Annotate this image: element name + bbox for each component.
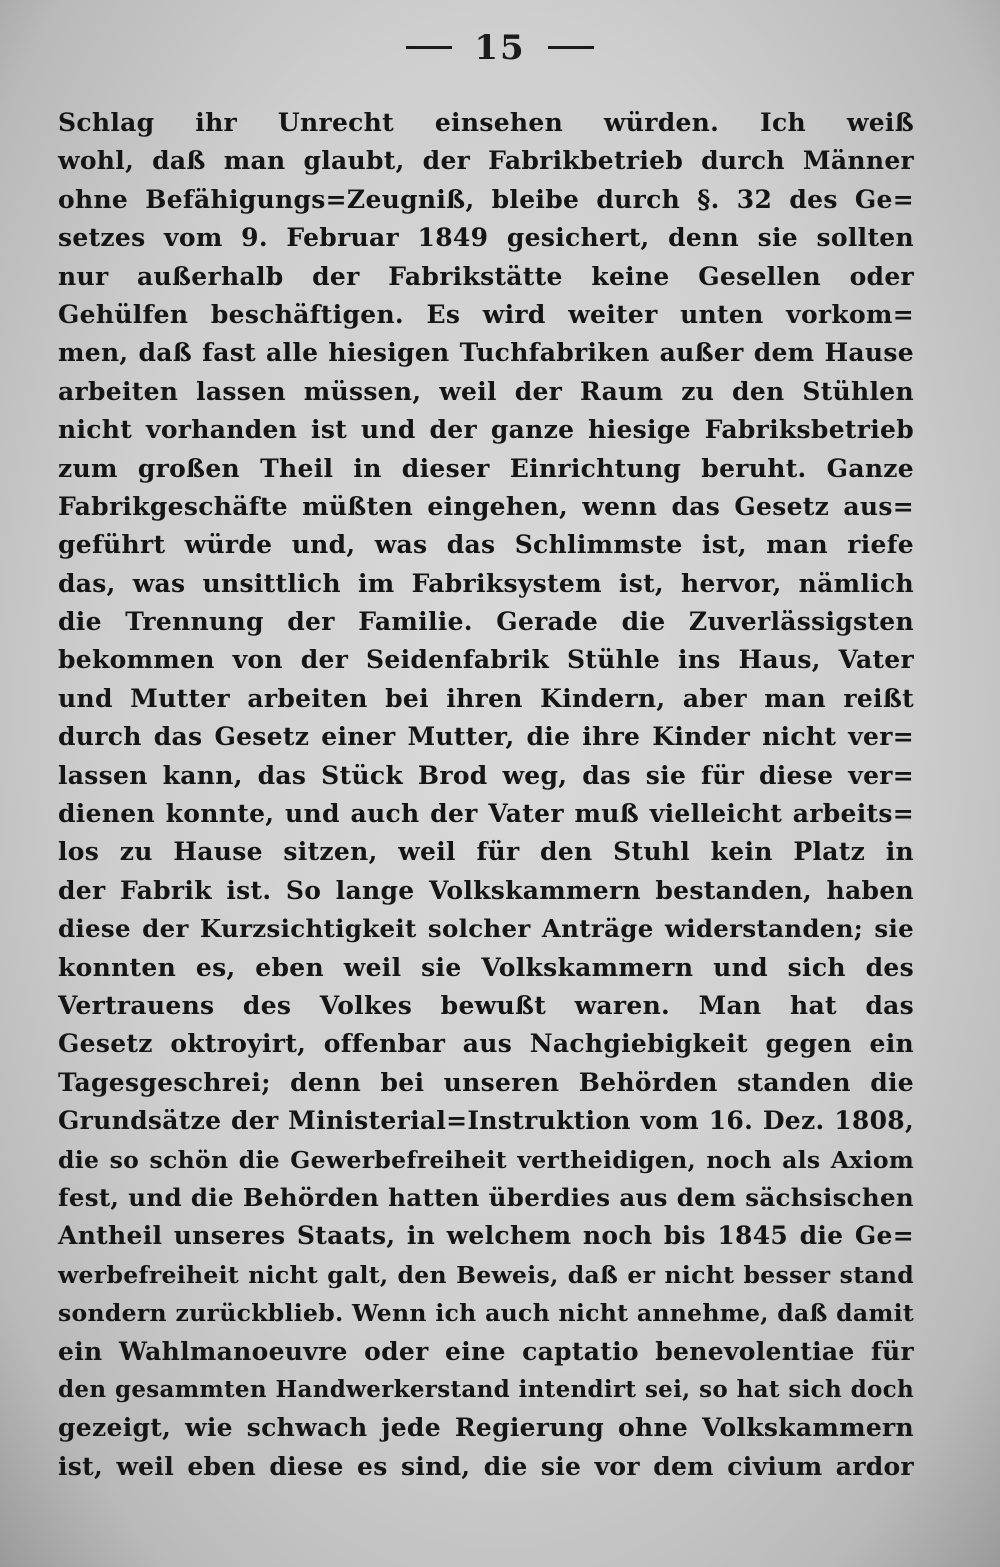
text-line: zum großen Theil in dieser Einrichtung beruht. Ganze [58,453,914,483]
text-line: geführt würde und, was das Schlimmste ist, man riefe [58,530,914,560]
text-line: sondern zurückblieb. Wenn ich auch nicht annehme, daß damit [58,1299,914,1328]
text-line: Grundsätze der Ministerial=Instruktion vom 16. Dez. 1808, [58,1106,914,1136]
text-line: Gesetz oktroyirt, offenbar aus Nachgiebigkeit gegen ein [58,1029,914,1059]
text-line: ein Wahlmanoeuvre oder eine captatio benevolentiae für [58,1336,914,1366]
text-line: Fabrikgeschäfte müßten eingehen, wenn das Gesetz aus= [58,491,914,521]
text-line: die Trennung der Familie. Gerade die Zuverlässigsten [58,607,914,637]
text-line: durch das Gesetz einer Mutter, die ihre Kinder nicht ver= [58,722,914,752]
text-line: Schlag ihr Unrecht einsehen würden. Ich weiß [58,108,914,137]
text-line: Vertrauens des Volkes bewußt waren. Man hat das [58,990,914,1020]
text-line: werbefreiheit nicht galt, den Beweis, daß er nicht besser stand [58,1260,914,1289]
text-line: der Fabrik ist. So lange Volkskammern bestanden, haben [58,875,914,905]
text-line: men, daß fast alle hiesigen Tuchfabriken außer dem Hause [58,338,914,368]
text-line: fest, und die Behörden hatten überdies aus dem sächsischen [58,1182,914,1212]
text-line: nicht vorhanden ist und der ganze hiesige Fabriksbetrieb [58,415,914,445]
text-line: den gesammten Handwerkerstand intendirt sei, so hat sich doch [58,1375,914,1403]
header-dash-right [548,46,594,49]
text-line: lassen kann, das Stück Brod weg, das sie für diese ver= [58,760,914,790]
text-line: nur außerhalb der Fabrikstätte keine Gesellen oder [58,261,914,291]
page-header [0,28,1000,68]
text-line: gezeigt, wie schwach jede Regierung ohne Volkskammern [58,1413,914,1443]
text-line: Gehülfen beschäftigen. Es wird weiter unten vorkom= [58,299,914,329]
text-line: dienen konnte, und auch der Vater muß vielleicht arbeits= [58,799,914,829]
text-line: Tagesgeschrei; denn bei unseren Behörden standen die [58,1067,914,1097]
text-line: wohl, daß man glaubt, der Fabrikbetrieb durch Männer [58,146,914,176]
text-line: los zu Hause sitzen, weil für den Stuhl kein Platz in [58,837,914,867]
body-text [58,104,914,1486]
text-line: arbeiten lassen müssen, weil der Raum zu den Stühlen [58,376,914,406]
text-line: ohne Befähigungs=Zeugniß, bleibe durch §. 32 des Ge= [58,184,914,214]
text-line: konnten es, eben weil sie Volkskammern und sich des [58,952,914,982]
text-line: das, was unsittlich im Fabriksystem ist, hervor, nämlich [58,568,914,598]
text-line: die so schön die Gewerbefreiheit vertheidigen, noch als Axiom [58,1145,914,1174]
text-line: und Mutter arbeiten bei ihren Kindern, aber man reißt [58,683,914,713]
text-line: bekommen von der Seidenfabrik Stühle ins Haus, Vater [58,645,914,675]
text-line: ist, weil eben diese es sind, die sie vor dem civium ardor [58,1451,914,1481]
text-line: setzes vom 9. Februar 1849 gesichert, denn sie sollten [58,223,914,253]
text-line: diese der Kurzsichtigkeit solcher Anträge widerstanden; sie [58,914,914,944]
page-number: 15 [474,28,526,68]
text-line: Antheil unseres Staats, in welchem noch bis 1845 die Ge= [58,1221,914,1251]
header-dash-left [406,46,452,49]
